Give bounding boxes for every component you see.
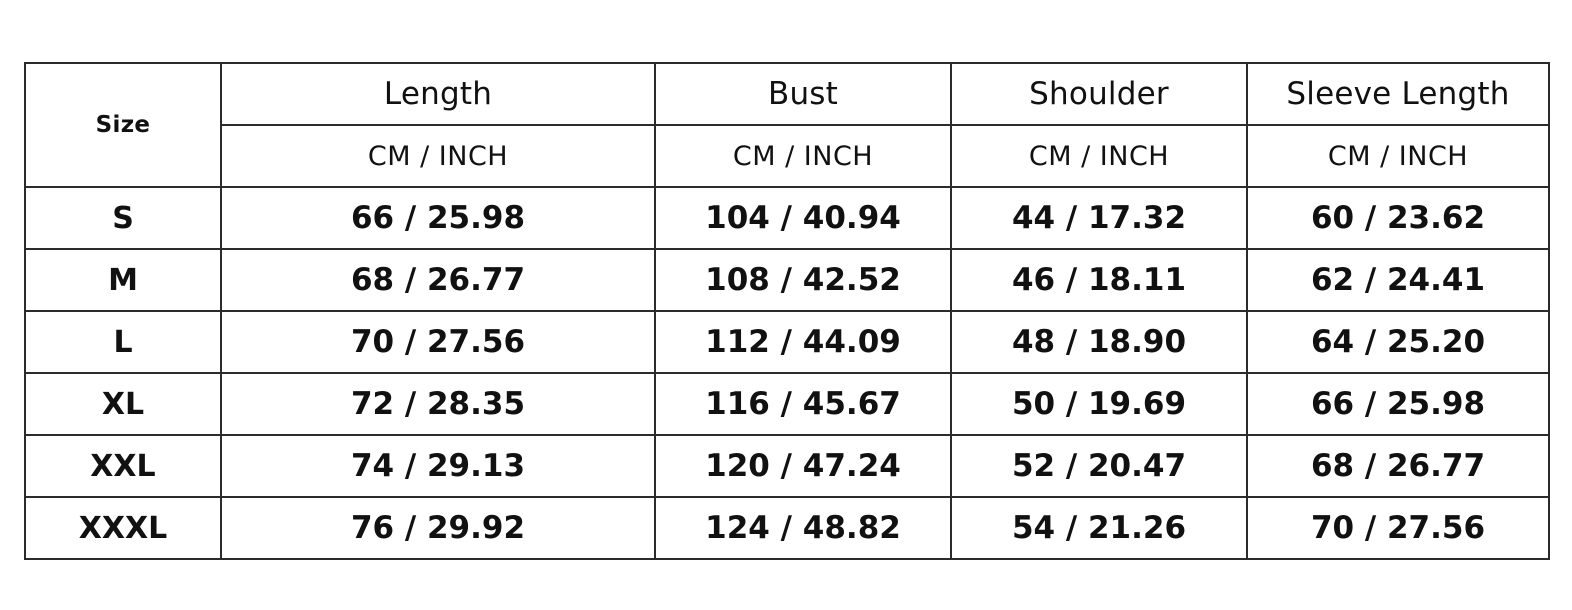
cell-bust: 108 / 42.52: [655, 249, 951, 311]
table-row: [25, 311, 1549, 373]
cell-size: M: [25, 249, 221, 311]
cell-size: XXXL: [25, 497, 221, 559]
unit-header-bust: CM / INCH: [655, 125, 951, 187]
cell-shoulder: 54 / 21.26: [951, 497, 1247, 559]
cell-bust: 124 / 48.82: [655, 497, 951, 559]
cell-size: L: [25, 311, 221, 373]
header-row-measurements: [25, 63, 1549, 125]
cell-length: 66 / 25.98: [221, 187, 655, 249]
cell-size: S: [25, 187, 221, 249]
cell-shoulder: 52 / 20.47: [951, 435, 1247, 497]
cell-length: 68 / 26.77: [221, 249, 655, 311]
cell-shoulder: 50 / 19.69: [951, 373, 1247, 435]
header-length: Length: [221, 63, 655, 125]
unit-header-length: CM / INCH: [221, 125, 655, 187]
table-row: [25, 373, 1549, 435]
cell-size: XXL: [25, 435, 221, 497]
size-chart-table-container: [24, 62, 1548, 560]
cell-length: 74 / 29.13: [221, 435, 655, 497]
cell-bust: 104 / 40.94: [655, 187, 951, 249]
cell-sleeve: 70 / 27.56: [1247, 497, 1549, 559]
cell-sleeve: 62 / 24.41: [1247, 249, 1549, 311]
cell-sleeve: 64 / 25.20: [1247, 311, 1549, 373]
table-row: [25, 497, 1549, 559]
cell-shoulder: 44 / 17.32: [951, 187, 1247, 249]
cell-shoulder: 46 / 18.11: [951, 249, 1247, 311]
cell-bust: 120 / 47.24: [655, 435, 951, 497]
header-row-units: [25, 125, 1549, 187]
unit-header-shoulder: CM / INCH: [951, 125, 1247, 187]
cell-bust: 112 / 44.09: [655, 311, 951, 373]
cell-length: 70 / 27.56: [221, 311, 655, 373]
header-sleeve-length: Sleeve Length: [1247, 63, 1549, 125]
table-row: [25, 249, 1549, 311]
table-header: [25, 63, 1549, 187]
table-row: [25, 435, 1549, 497]
unit-header-sleeve: CM / INCH: [1247, 125, 1549, 187]
cell-size: XL: [25, 373, 221, 435]
size-chart-table: [24, 62, 1550, 560]
header-shoulder: Shoulder: [951, 63, 1247, 125]
cell-sleeve: 68 / 26.77: [1247, 435, 1549, 497]
cell-sleeve: 60 / 23.62: [1247, 187, 1549, 249]
table-row: [25, 187, 1549, 249]
header-bust: Bust: [655, 63, 951, 125]
cell-shoulder: 48 / 18.90: [951, 311, 1247, 373]
cell-sleeve: 66 / 25.98: [1247, 373, 1549, 435]
table-body: [25, 187, 1549, 559]
cell-length: 72 / 28.35: [221, 373, 655, 435]
cell-bust: 116 / 45.67: [655, 373, 951, 435]
cell-length: 76 / 29.92: [221, 497, 655, 559]
header-size: Size: [25, 63, 221, 187]
